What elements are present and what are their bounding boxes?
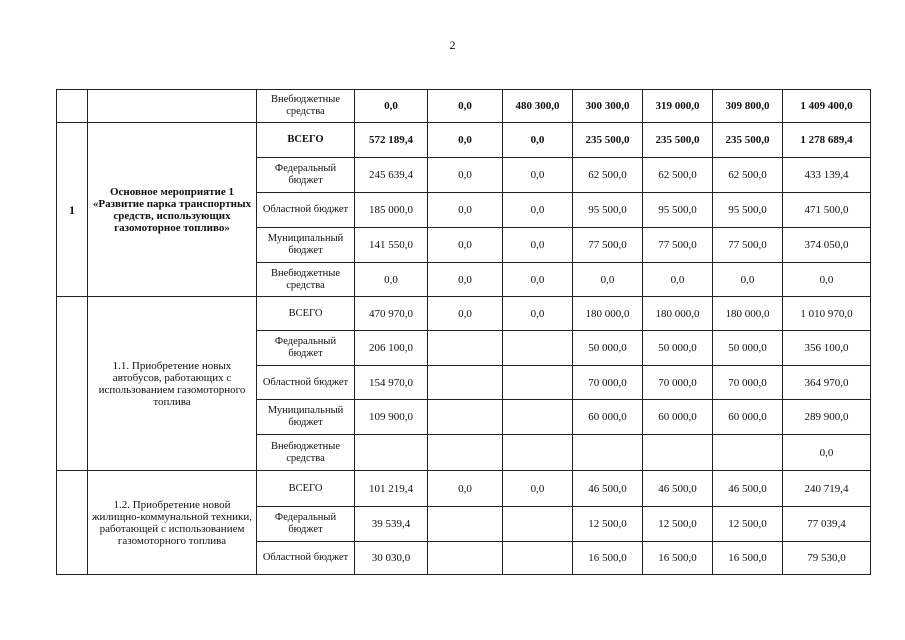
page-number: 2 xyxy=(449,38,456,52)
table-row xyxy=(57,90,871,123)
value-cell: 0,0 xyxy=(428,228,503,263)
source-cell: Внебюджетные средства xyxy=(257,435,355,471)
value-cell: 0,0 xyxy=(428,471,503,507)
value-cell: 572 189,4 xyxy=(355,123,428,158)
value-cell: 60 000,0 xyxy=(713,400,783,435)
value-cell: 0,0 xyxy=(428,297,503,331)
value-cell: 471 500,0 xyxy=(783,193,871,228)
funding-table xyxy=(56,89,871,575)
value-cell: 0,0 xyxy=(573,263,643,297)
value-cell: 39 539,4 xyxy=(355,507,428,542)
value-cell xyxy=(428,400,503,435)
table-row xyxy=(57,123,871,158)
title-cell xyxy=(88,90,257,123)
value-cell: 62 500,0 xyxy=(643,158,713,193)
value-cell: 364 970,0 xyxy=(783,366,871,400)
value-cell: 79 530,0 xyxy=(783,542,871,575)
value-cell: 0,0 xyxy=(428,123,503,158)
value-cell: 0,0 xyxy=(503,123,573,158)
value-cell: 356 100,0 xyxy=(783,331,871,366)
value-cell: 0,0 xyxy=(428,193,503,228)
value-cell: 0,0 xyxy=(428,263,503,297)
value-cell: 1 010 970,0 xyxy=(783,297,871,331)
value-cell: 30 030,0 xyxy=(355,542,428,575)
value-cell xyxy=(355,435,428,471)
value-cell xyxy=(573,435,643,471)
value-cell: 77 500,0 xyxy=(643,228,713,263)
measure-title: Основное мероприятие 1 «Развитие парка транспортных средств, использующих газомоторное топливо» xyxy=(88,123,257,297)
item-number: 1 xyxy=(57,123,88,297)
value-cell: 289 900,0 xyxy=(783,400,871,435)
source-cell: Федеральный бюджет xyxy=(257,331,355,366)
value-cell: 240 719,4 xyxy=(783,471,871,507)
value-cell: 46 500,0 xyxy=(713,471,783,507)
value-cell: 46 500,0 xyxy=(643,471,713,507)
value-cell: 70 000,0 xyxy=(643,366,713,400)
value-cell: 95 500,0 xyxy=(573,193,643,228)
value-cell: 0,0 xyxy=(503,297,573,331)
item-number xyxy=(57,297,88,471)
value-cell: 0,0 xyxy=(503,471,573,507)
value-cell: 235 500,0 xyxy=(713,123,783,158)
item-number xyxy=(57,471,88,575)
value-cell xyxy=(643,435,713,471)
value-cell: 180 000,0 xyxy=(643,297,713,331)
value-cell: 12 500,0 xyxy=(573,507,643,542)
source-cell: Федеральный бюджет xyxy=(257,507,355,542)
source-cell: ВСЕГО xyxy=(257,471,355,507)
value-cell: 0,0 xyxy=(503,263,573,297)
value-cell xyxy=(503,435,573,471)
value-cell: 70 000,0 xyxy=(713,366,783,400)
value-cell: 0,0 xyxy=(713,263,783,297)
value-cell: 0,0 xyxy=(503,228,573,263)
value-cell: 235 500,0 xyxy=(643,123,713,158)
source-cell: Федеральный бюджет xyxy=(257,158,355,193)
value-cell xyxy=(428,366,503,400)
value-cell: 1 409 400,0 xyxy=(783,90,871,123)
source-cell: Внебюджетные средства xyxy=(257,90,355,123)
value-cell: 0,0 xyxy=(643,263,713,297)
number-cell xyxy=(57,90,88,123)
source-cell: Муниципальный бюджет xyxy=(257,228,355,263)
value-cell xyxy=(503,366,573,400)
value-cell: 60 000,0 xyxy=(643,400,713,435)
source-cell: Муниципальный бюджет xyxy=(257,400,355,435)
value-cell: 0,0 xyxy=(355,90,428,123)
value-cell xyxy=(428,331,503,366)
value-cell: 433 139,4 xyxy=(783,158,871,193)
value-cell: 16 500,0 xyxy=(713,542,783,575)
value-cell: 0,0 xyxy=(783,435,871,471)
value-cell: 109 900,0 xyxy=(355,400,428,435)
value-cell: 101 219,4 xyxy=(355,471,428,507)
source-cell: ВСЕГО xyxy=(257,297,355,331)
table-row xyxy=(57,297,871,331)
value-cell: 309 800,0 xyxy=(713,90,783,123)
value-cell: 141 550,0 xyxy=(355,228,428,263)
value-cell: 16 500,0 xyxy=(573,542,643,575)
value-cell: 0,0 xyxy=(428,158,503,193)
value-cell: 206 100,0 xyxy=(355,331,428,366)
value-cell: 319 000,0 xyxy=(643,90,713,123)
value-cell: 77 500,0 xyxy=(713,228,783,263)
value-cell: 235 500,0 xyxy=(573,123,643,158)
value-cell: 60 000,0 xyxy=(573,400,643,435)
value-cell: 12 500,0 xyxy=(713,507,783,542)
source-cell: Внебюджетные средства xyxy=(257,263,355,297)
value-cell: 154 970,0 xyxy=(355,366,428,400)
value-cell: 245 639,4 xyxy=(355,158,428,193)
value-cell: 16 500,0 xyxy=(643,542,713,575)
value-cell xyxy=(428,435,503,471)
value-cell xyxy=(713,435,783,471)
value-cell: 300 300,0 xyxy=(573,90,643,123)
value-cell: 50 000,0 xyxy=(573,331,643,366)
value-cell xyxy=(503,542,573,575)
measure-title: 1.2. Приобретение новой жилищно-коммунальной техники, работающей с использованием газомоторного топлива xyxy=(88,471,257,575)
value-cell: 0,0 xyxy=(503,193,573,228)
value-cell: 470 970,0 xyxy=(355,297,428,331)
value-cell: 77 500,0 xyxy=(573,228,643,263)
source-cell: ВСЕГО xyxy=(257,123,355,158)
value-cell: 12 500,0 xyxy=(643,507,713,542)
source-cell: Областной бюджет xyxy=(257,366,355,400)
value-cell: 50 000,0 xyxy=(713,331,783,366)
value-cell: 95 500,0 xyxy=(713,193,783,228)
value-cell: 46 500,0 xyxy=(573,471,643,507)
value-cell: 0,0 xyxy=(428,90,503,123)
value-cell: 0,0 xyxy=(503,158,573,193)
value-cell: 50 000,0 xyxy=(643,331,713,366)
value-cell: 62 500,0 xyxy=(713,158,783,193)
value-cell: 62 500,0 xyxy=(573,158,643,193)
value-cell xyxy=(503,507,573,542)
value-cell: 95 500,0 xyxy=(643,193,713,228)
value-cell xyxy=(428,542,503,575)
source-cell: Областной бюджет xyxy=(257,542,355,575)
value-cell xyxy=(503,400,573,435)
value-cell xyxy=(503,331,573,366)
value-cell: 180 000,0 xyxy=(713,297,783,331)
value-cell xyxy=(428,507,503,542)
source-cell: Областной бюджет xyxy=(257,193,355,228)
value-cell: 374 050,0 xyxy=(783,228,871,263)
value-cell: 0,0 xyxy=(783,263,871,297)
value-cell: 1 278 689,4 xyxy=(783,123,871,158)
value-cell: 185 000,0 xyxy=(355,193,428,228)
value-cell: 180 000,0 xyxy=(573,297,643,331)
value-cell: 77 039,4 xyxy=(783,507,871,542)
value-cell: 70 000,0 xyxy=(573,366,643,400)
table-row xyxy=(57,471,871,507)
value-cell: 0,0 xyxy=(355,263,428,297)
measure-title: 1.1. Приобретение новых автобусов, работающих с использованием газомоторного топлива xyxy=(88,297,257,471)
value-cell: 480 300,0 xyxy=(503,90,573,123)
